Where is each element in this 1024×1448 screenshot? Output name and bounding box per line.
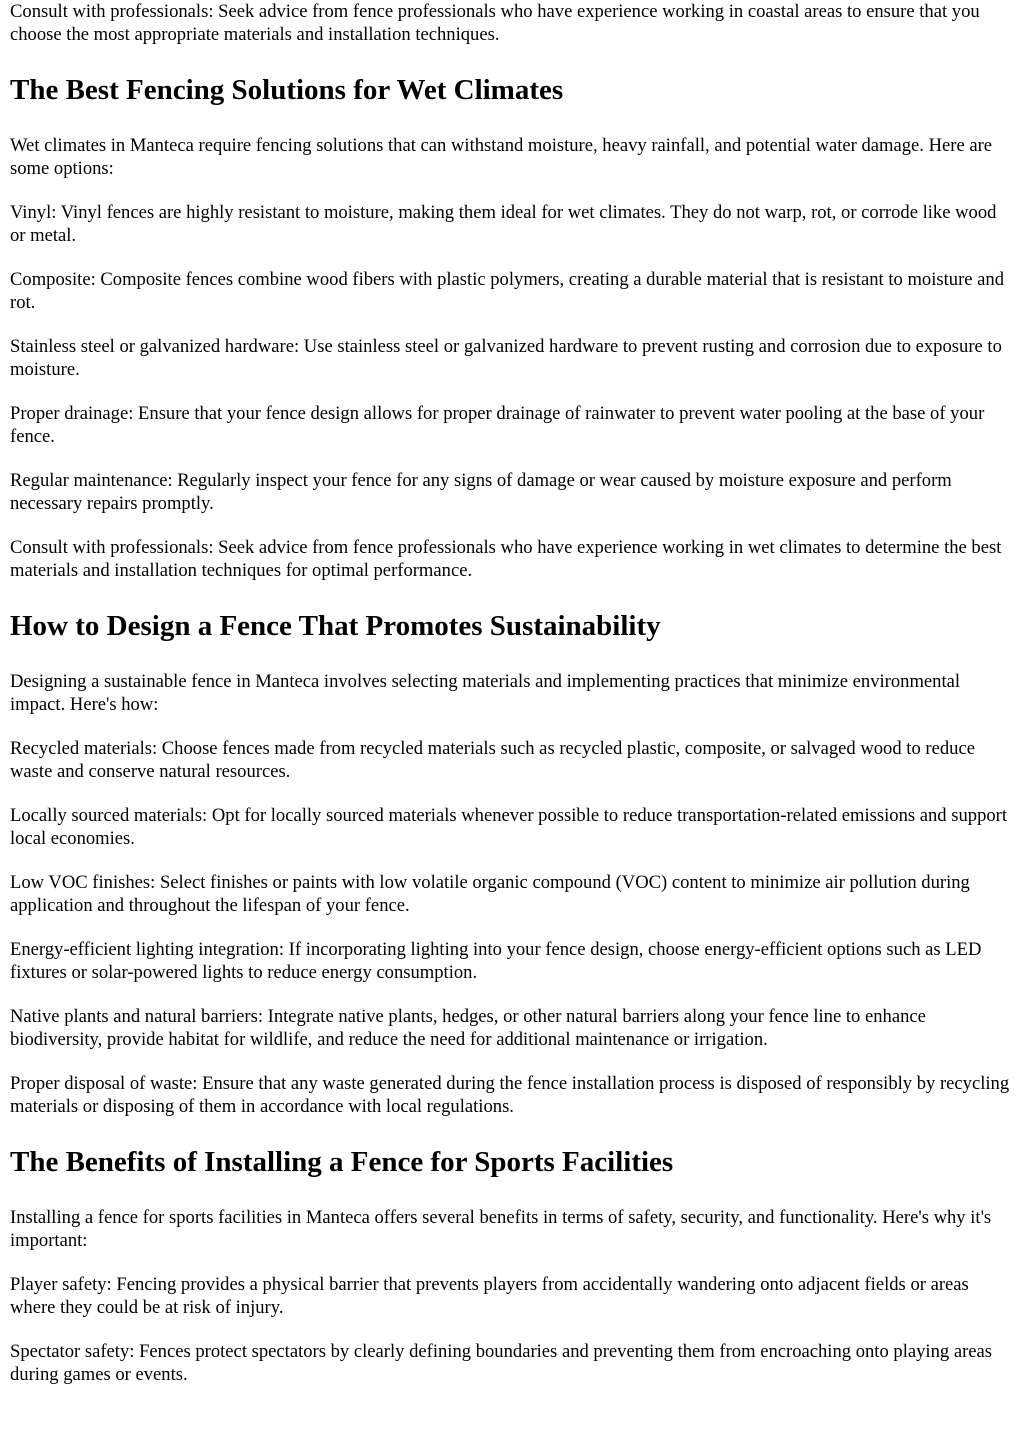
paragraph: Player safety: Fencing provides a physical barrier that prevents players from accidentally wandering onto adjacent fields or areas where they could be at risk of injury. (10, 1274, 969, 1318)
paragraph: Consult with professionals: Seek advice from fence professionals who have experience working in coastal areas to ensure that you choose the most appropriate materials and installation techniques. (10, 1, 980, 45)
paragraph: Low VOC finishes: Select finishes or paints with low volatile organic compound (VOC) content to minimize air pollution during application and throughout the lifespan of your fence. (10, 872, 970, 916)
paragraph: Designing a sustainable fence in Manteca involves selecting materials and implementing practices that minimize environmental impact. Here's how: (10, 671, 961, 715)
paragraph: Consult with professionals: Seek advice from fence professionals who have experience working in wet climates to determine the best materials and installation techniques for optimal performance. (10, 537, 1002, 581)
paragraph: Regular maintenance: Regularly inspect your fence for any signs of damage or wear caused by moisture exposure and perform necessary repairs promptly. (10, 470, 952, 514)
paragraph: Energy-efficient lighting integration: If incorporating lighting into your fence design, choose energy-efficient options such as LED fixtures or solar-powered lights to reduce energy consumption. (10, 939, 982, 983)
paragraph: Installing a fence for sports facilities in Manteca offers several benefits in terms of safety, security, and functionality. Here's why it's important: (10, 1207, 992, 1251)
paragraph: Locally sourced materials: Opt for locally sourced materials whenever possible to reduce transportation-related emissions and support local economies. (10, 805, 1008, 849)
paragraph: Recycled materials: Choose fences made from recycled materials such as recycled plastic, composite, or salvaged wood to reduce waste and conserve natural resources. (10, 738, 975, 782)
section-heading-wet-climates: The Best Fencing Solutions for Wet Climates (10, 74, 564, 106)
paragraph: Vinyl: Vinyl fences are highly resistant to moisture, making them ideal for wet climates. They do not warp, rot, or corrode like wood or metal. (10, 202, 997, 246)
paragraph: Proper drainage: Ensure that your fence design allows for proper drainage of rainwater to prevent water pooling at the base of your fence. (10, 403, 985, 447)
paragraph: Native plants and natural barriers: Integrate native plants, hedges, or other natural barriers along your fence line to enhance biodiversity, provide habitat for wildlife, and reduce the need for additional maintenance or irrigation. (10, 1006, 926, 1050)
section-heading-sports-facilities: The Benefits of Installing a Fence for Sports Facilities (10, 1146, 674, 1178)
paragraph: Composite: Composite fences combine wood fibers with plastic polymers, creating a durable material that is resistant to moisture and rot. (10, 269, 1005, 313)
paragraph: Stainless steel or galvanized hardware: Use stainless steel or galvanized hardware to prevent rusting and corrosion due to exposure to moisture. (10, 336, 1002, 380)
paragraph: Wet climates in Manteca require fencing solutions that can withstand moisture, heavy rainfall, and potential water damage. Here are some options: (10, 135, 993, 179)
paragraph: Spectator safety: Fences protect spectators by clearly defining boundaries and preventing them from encroaching onto playing areas during games or events. (10, 1341, 993, 1385)
section-heading-sustainability: How to Design a Fence That Promotes Sustainability (10, 610, 661, 642)
paragraph: Proper disposal of waste: Ensure that any waste generated during the fence installation process is disposed of responsibly by recycling materials or disposing of them in accordance with local regulations. (10, 1073, 1010, 1117)
